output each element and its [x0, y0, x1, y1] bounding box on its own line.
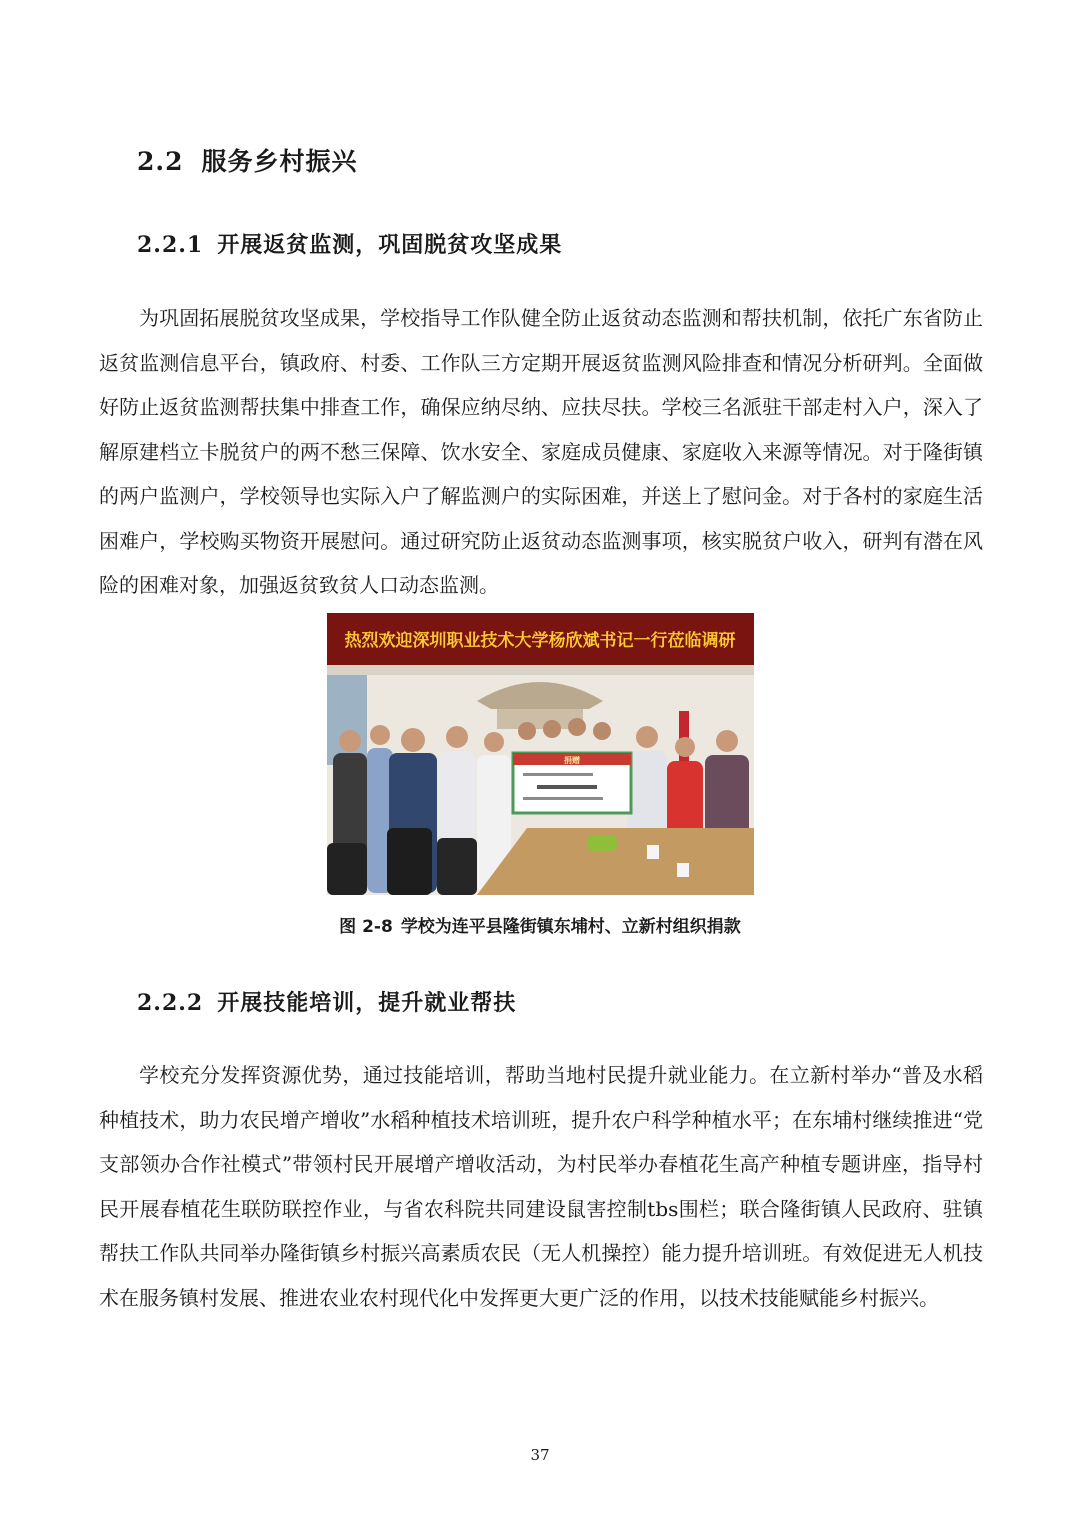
subsection-heading-2: [137, 986, 516, 1017]
donation-board: [513, 753, 631, 813]
subsection-heading-1: [137, 228, 562, 259]
subsection-number-2: 2.2.2: [137, 990, 204, 1016]
board-title: 捐赠: [564, 756, 580, 765]
section-number: 2.2: [137, 147, 184, 176]
photo-donation-ceremony: [327, 613, 754, 895]
subsection-title-2: 开展技能培训，提升就业帮扶: [217, 991, 517, 1016]
photo-illustration: [327, 613, 754, 895]
subsection-number-1: 2.2.1: [137, 232, 204, 258]
section-heading: [137, 142, 358, 178]
figure-caption-text: 学校为连平县隆街镇东埔村、立新村组织捐款: [400, 917, 741, 937]
paragraph-1: 为巩固拓展脱贫攻坚成果，学校指导工作队健全防止返贫动态监测和帮扶机制，依托广东省防止返贫监测信息平台，镇政府、村委、工作队三方定期开展返贫监测风险排查和情况分析研判。全面做好防止返贫监测帮扶集中排查工作，确保应纳尽纳、应扶尽扶。学校三名派驻干部走村入户，深入了解原建档立卡脱贫户的两不愁三保障、饮水安全、家庭成员健康、家庭收入来源等情况。对于隆街镇的两户监测户，学校领导也实际入户了解监测户的实际困难，并送上了慰问金。对于各村的家庭生活困难户，学校购买物资开展慰问。通过研究防止返贫动态监测事项，核实脱贫户收入，研判有潜在风险的困难对象，加强返贫致贫人口动态监测。: [99, 306, 983, 597]
section-title: 服务乡村振兴: [201, 147, 358, 176]
banner-text: 热烈欢迎深圳职业技术大学杨欣斌书记一行莅临调研: [344, 631, 736, 651]
figure-caption-label: 图 2-8: [339, 917, 393, 937]
paragraph-2: 学校充分发挥资源优势，通过技能培训，帮助当地村民提升就业能力。在立新村举办“普及水稻种植技术，助力农民增产增收”水稻种植技术培训班，提升农户科学种植水平；在东埔村继续推进“党支部领办合作社模式”带领村民开展增产增收活动，为村民举办春植花生高产种植专题讲座，指导村民开展春植花生联防联控作业，与省农科院共同建设鼠害控制tbs围栏；联合隆街镇人民政府、驻镇帮扶工作队共同举办隆街镇乡村振兴高素质农民（无人机操控）能力提升培训班。有效促进无人机技术在服务镇村发展、推进农业农村现代化中发挥更大更广泛的作用，以技术技能赋能乡村振兴。: [99, 1063, 983, 1310]
subsection-title-1: 开展返贫监测，巩固脱贫攻坚成果: [217, 233, 563, 258]
figure-caption: [0, 912, 1080, 937]
page-number: 37: [530, 1446, 550, 1464]
